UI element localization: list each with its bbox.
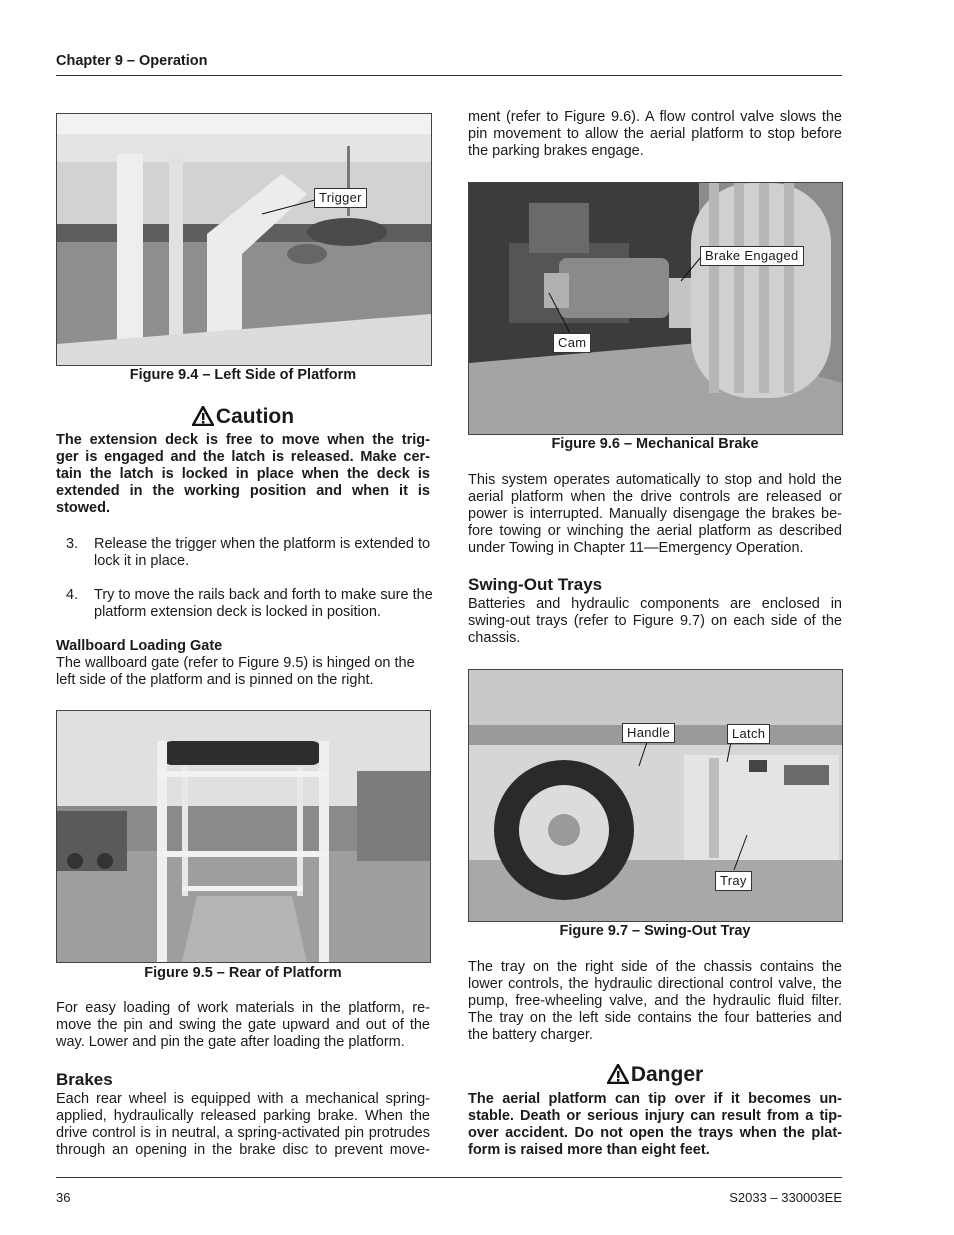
warning-triangle-icon xyxy=(607,1064,629,1084)
swing-line: swing-out trays (refer to Figure 9.7) on each side of the xyxy=(468,613,842,629)
swing-text xyxy=(468,596,842,647)
step-line: Try to move the rails back and forth to make sure the xyxy=(94,587,433,603)
caution-line: The extension deck is free to move when the trig- xyxy=(56,432,430,448)
header-rule xyxy=(56,75,842,76)
tray-paragraph xyxy=(468,959,842,1044)
caution-line: tain the latch is locked in place when the deck is xyxy=(56,466,430,482)
tray-line: The tray on the right side of the chassis contains the xyxy=(468,959,842,975)
figure-9-7-caption: Figure 9.7 – Swing-Out Tray xyxy=(559,923,751,939)
tray-line: The tray on the left side contains the four batteries and xyxy=(468,1010,842,1026)
brakes-line: applied, hydraulically released parking brake. When the xyxy=(56,1108,430,1124)
brakes-line: Each rear wheel is equipped with a mechanical spring- xyxy=(56,1091,430,1107)
brakes-cont-line: ment (refer to Figure 9.6). A flow control valve slows the xyxy=(468,109,842,125)
loading-line: move the pin and swing the gate upward and out of the xyxy=(56,1017,430,1033)
figure-9-7-photo xyxy=(468,669,843,922)
callout-cam: Cam xyxy=(553,333,591,353)
swing-line: Batteries and hydraulic components are enclosed in xyxy=(468,596,842,612)
footer-rule xyxy=(56,1177,842,1178)
brakes-line: drive control is in neutral, a spring-activated pin protrudes xyxy=(56,1125,430,1141)
wallboard-heading: Wallboard Loading Gate xyxy=(56,638,223,654)
page-number: 36 xyxy=(56,1190,71,1205)
swing-line: chassis. xyxy=(468,630,521,646)
step-number: 3. xyxy=(66,536,79,552)
document-number: S2033 – 330003EE xyxy=(729,1190,842,1205)
system-line: This system operates automatically to stop and hold the xyxy=(468,472,842,488)
wallboard-line: left side of the platform and is pinned on the right. xyxy=(56,672,374,688)
wallboard-text xyxy=(56,655,436,689)
system-line: power is interrupted. Manually disengage the brakes be- xyxy=(468,506,842,522)
system-line: under Towing in Chapter 11—Emergency Operation. xyxy=(468,540,804,556)
swing-heading: Swing-Out Trays xyxy=(468,575,603,594)
step-line: lock it in place. xyxy=(94,553,190,569)
wallboard-line: The wallboard gate (refer to Figure 9.5) is hinged on the xyxy=(56,655,415,671)
danger-text xyxy=(468,1091,842,1159)
figure-9-4-photo xyxy=(56,113,432,366)
loading-line: way. Lower and pin the gate after loading the platform. xyxy=(56,1034,405,1050)
list-item xyxy=(66,587,436,621)
callout-tray: Tray xyxy=(715,871,752,891)
caution-line: extended in the working position and when it is xyxy=(56,483,430,499)
figure-9-5-caption: Figure 9.5 – Rear of Platform xyxy=(144,965,342,981)
brakes-continued xyxy=(468,109,842,160)
callout-trigger: Trigger xyxy=(314,188,367,208)
brakes-cont-line: the parking brakes engage. xyxy=(468,143,644,159)
loading-paragraph xyxy=(56,1000,430,1051)
step-number: 4. xyxy=(66,587,79,603)
caution-title: Caution xyxy=(215,405,295,428)
system-line: fore towing or winching the aerial platform as described xyxy=(468,523,842,539)
callout-handle: Handle xyxy=(622,723,675,743)
danger-line: form is raised more than eight feet. xyxy=(468,1142,710,1158)
danger-line: over accident. Do not open the trays when the plat- xyxy=(468,1125,842,1141)
danger-line: The aerial platform can tip over if it becomes un- xyxy=(468,1091,842,1107)
danger-title: Danger xyxy=(630,1063,704,1086)
brakes-cont-line: pin movement to allow the aerial platform to stop before xyxy=(468,126,842,142)
list-item xyxy=(66,536,436,570)
caution-line: stowed. xyxy=(56,500,110,516)
chapter-header: Chapter 9 – Operation xyxy=(56,53,208,69)
danger-heading xyxy=(468,1063,842,1087)
system-line: aerial platform when the drive controls are released or xyxy=(468,489,842,505)
tray-line: pump, free-wheeling valve, and the hydraulic fluid filter. xyxy=(468,993,842,1009)
step-line: platform extension deck is locked in position. xyxy=(94,604,381,620)
brakes-heading: Brakes xyxy=(56,1070,113,1089)
callout-latch: Latch xyxy=(727,724,770,744)
figure-9-6-photo xyxy=(468,182,843,435)
warning-triangle-icon xyxy=(192,406,214,426)
brakes-text xyxy=(56,1091,430,1159)
loading-line: For easy loading of work materials in the platform, re- xyxy=(56,1000,430,1016)
caution-heading xyxy=(56,405,430,429)
step-line: Release the trigger when the platform is extended to xyxy=(94,536,431,552)
brakes-line: through an opening in the brake disc to prevent move- xyxy=(56,1142,430,1158)
caution-line: ger is engaged and the latch is released. Make cer- xyxy=(56,449,430,465)
figure-9-6-caption: Figure 9.6 – Mechanical Brake xyxy=(551,436,759,452)
system-paragraph xyxy=(468,472,842,557)
callout-brake-engaged: Brake Engaged xyxy=(700,246,804,266)
figure-9-5-photo xyxy=(56,710,431,963)
caution-text xyxy=(56,432,430,517)
danger-line: stable. Death or serious injury can result from a tip- xyxy=(468,1108,842,1124)
tray-line: lower controls, the hydraulic directional control valve, the xyxy=(468,976,842,992)
tray-line: the battery charger. xyxy=(468,1027,593,1043)
figure-9-4-caption: Figure 9.4 – Left Side of Platform xyxy=(129,367,357,383)
